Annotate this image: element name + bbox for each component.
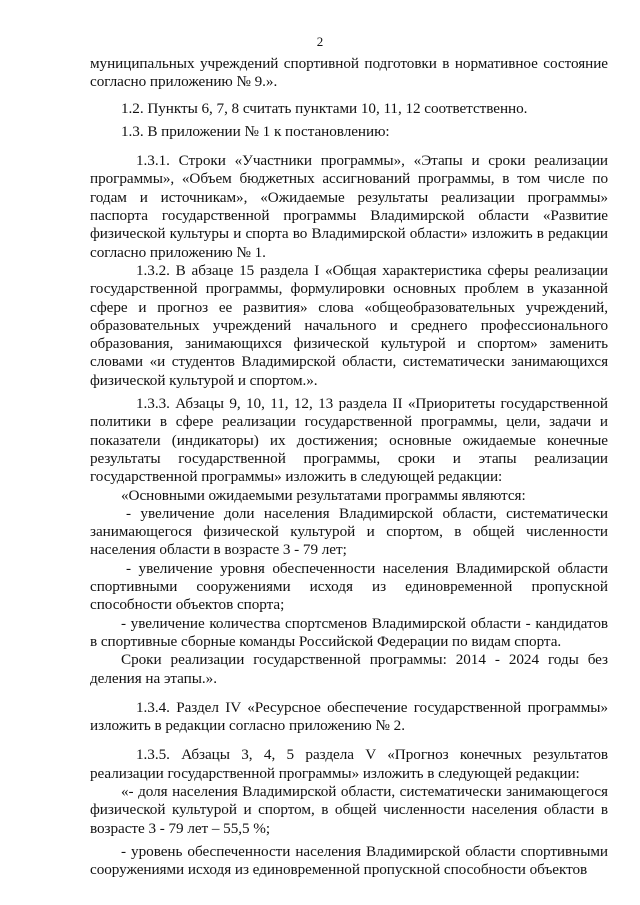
forecast-sports-facilities: - уровень обеспеченности населения Владимирской области спортивными сооружениями исходя из единовременной пропускной способности объектов (90, 842, 608, 879)
page-number: 2 (316, 34, 324, 49)
paragraph-continuation: муниципальных учреждений спортивной подготовки в нормативное состояние согласно приложению № 9.». (90, 55, 608, 91)
paragraph-item-1-3-3: 1.3.3. Абзацы 9, 10, 11, 12, 13 раздела II «Приоритеты государственной политики в сфере реализации государственной программы, цели, задачи и показатели (индикаторы) их достижения; основные ожидаемые конечные результаты государственной программы, сроки и этапы реализации государственной программы» изложить в следующей редакции: (90, 395, 608, 486)
paragraph-item-1-3: 1.3. В приложении № 1 к постановлению: (121, 122, 390, 140)
paragraph-item-1-3-2: 1.3.2. В абзаце 15 раздела I «Общая характеристика сферы реализации государственной программы, формулировки основных проблем в указанной сфере и прогноз ее развития» слова «общеобразовательных учреждений, образовательных учреждений начального и среднего профессионального образования, занимающихся физической культурой и спортом» заменить словами «и студентов Владимирской области, систематически занимающихся физической культурой и спортом.». (90, 261, 608, 389)
paragraph-program-terms: Сроки реализации государственной программы: 2014 - 2024 годы без деления на этапы.». (90, 651, 608, 687)
list-item-athletes-count: - увеличение количества спортсменов Владимирской области - кандидатов в спортивные сборные команды Российской Федерации по видам спорта. (90, 614, 608, 650)
forecast-population-share: «- доля населения Владимирской области, систематически занимающегося физической культурой и спортом, в общей численности населения области в возрасте 3 - 79 лет – 55,5 %; (90, 782, 608, 837)
paragraph-item-1-2: 1.2. Пункты 6, 7, 8 считать пунктами 10, 11, 12 соответственно. (121, 99, 528, 117)
document-body (90, 55, 608, 879)
list-item-sports-facilities: - увеличение уровня обеспеченности населения Владимирской области спортивными сооружениями исходя из единовременной пропускной способности объектов спорта; (90, 559, 608, 614)
paragraph-item-1-3-1: 1.3.1. Строки «Участники программы», «Этапы и сроки реализации программы», «Объем бюджетных ассигнований программы, в том числе по годам и источникам», «Ожидаемые результаты реализации программы» паспорта государственной программы Владимирской области «Развитие физической культуры и спорта во Владимирской области» изложить в редакции согласно приложению № 1. (90, 152, 608, 261)
quoted-intro-line: «Основными ожидаемыми результатами программы являются: (121, 486, 526, 504)
paragraph-item-1-3-5: 1.3.5. Абзацы 3, 4, 5 раздела V «Прогноз конечных результатов реализации государственной программы» изложить в следующей редакции: (90, 746, 608, 782)
paragraph-item-1-3-4: 1.3.4. Раздел IV «Ресурсное обеспечение государственной программы» изложить в редакции согласно приложению № 2. (90, 698, 608, 735)
list-item-population-share: - увеличение доли населения Владимирской области, систематически занимающегося физической культурой и спортом, в общей численности населения области в возрасте 3 - 79 лет; (90, 504, 608, 559)
